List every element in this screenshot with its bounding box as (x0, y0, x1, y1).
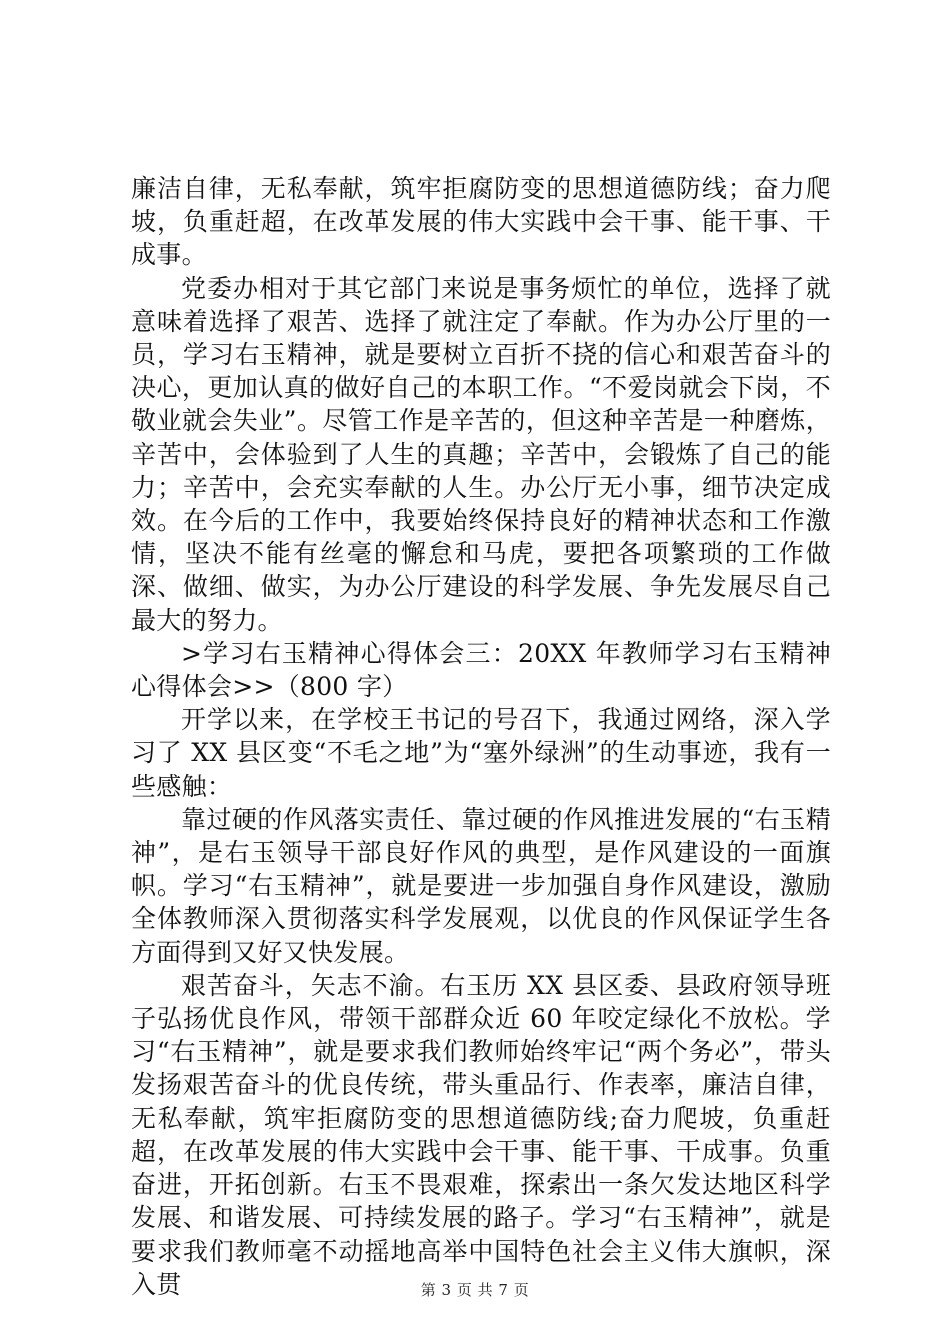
section-heading: >学习右玉精神心得体会三：20XX 年教师学习右玉精神心得体会>>（800 字） (131, 638, 831, 702)
paragraph-hard-work: 艰苦奋斗，矢志不渝。右玉历 XX 县区委、县政府领导班子弘扬优良作风，带领干部群众近 60 年咬定绿化不放松。学习“右玉精神”，就是要求我们教师始终牢记“两个务必”，带头发扬艰苦奋斗的优良传统，带头重品行、作表率，廉洁自律，无私奉献，筑牢拒腐防变的思想道德防线;奋力爬坡，负重赶超，在改革发展的伟大实践中会干事、能干事、干成事。负重奋进，开拓创新。右玉不畏艰难，探索出一条欠发达地区科学发展、和谐发展、可持续发展的路子。学习“右玉精神”，就是要求我们教师毫不动摇地高举中国特色社会主义伟大旗帜，深入贯 (131, 970, 831, 1299)
paragraph-work-style: 靠过硬的作风落实责任、靠过硬的作风推进发展的“右玉精神”，是右玉领导干部良好作风的典型，是作风建设的一面旗帜。学习“右玉精神”，就是要进一步加强自身作风建设，激励全体教师深入贯彻落实科学发展观，以优良的作风保证学生各方面得到又好又快发展。 (131, 804, 831, 967)
paragraph-office-duty: 党委办相对于其它部门来说是事务烦忙的单位，选择了就意味着选择了艰苦、选择了就注定了奉献。作为办公厅里的一员，学习右玉精神，就是要树立百折不挠的信心和艰苦奋斗的决心，更加认真的做好自己的本职工作。“不爱岗就会下岗，不敬业就会失业”。尽管工作是辛苦的，但这种辛苦是一种磨炼，辛苦中，会体验到了人生的真趣；辛苦中，会锻炼了自己的能力；辛苦中，会充实奉献的人生。办公厅无小事，细节决定成效。在今后的工作中，我要始终保持良好的精神状态和工作激情，坚决不能有丝毫的懈怠和马虎，要把各项繁琐的工作做深、做细、做实，为办公厅建设的科学发展、争先发展尽自己最大的努力。 (131, 273, 831, 635)
paragraph-intro: 开学以来，在学校王书记的号召下，我通过网络，深入学习了 XX 县区变“不毛之地”为“塞外绿洲”的生动事迹，我有一些感触： (131, 705, 831, 801)
document-body (131, 172, 831, 1301)
paragraph-continuation: 廉洁自律，无私奉献，筑牢拒腐防变的思想道德防线；奋力爬坡，负重赶超，在改革发展的伟大实践中会干事、能干事、干成事。 (131, 174, 831, 270)
page-number-footer: 第 3 页 共 7 页 (420, 1281, 530, 1299)
